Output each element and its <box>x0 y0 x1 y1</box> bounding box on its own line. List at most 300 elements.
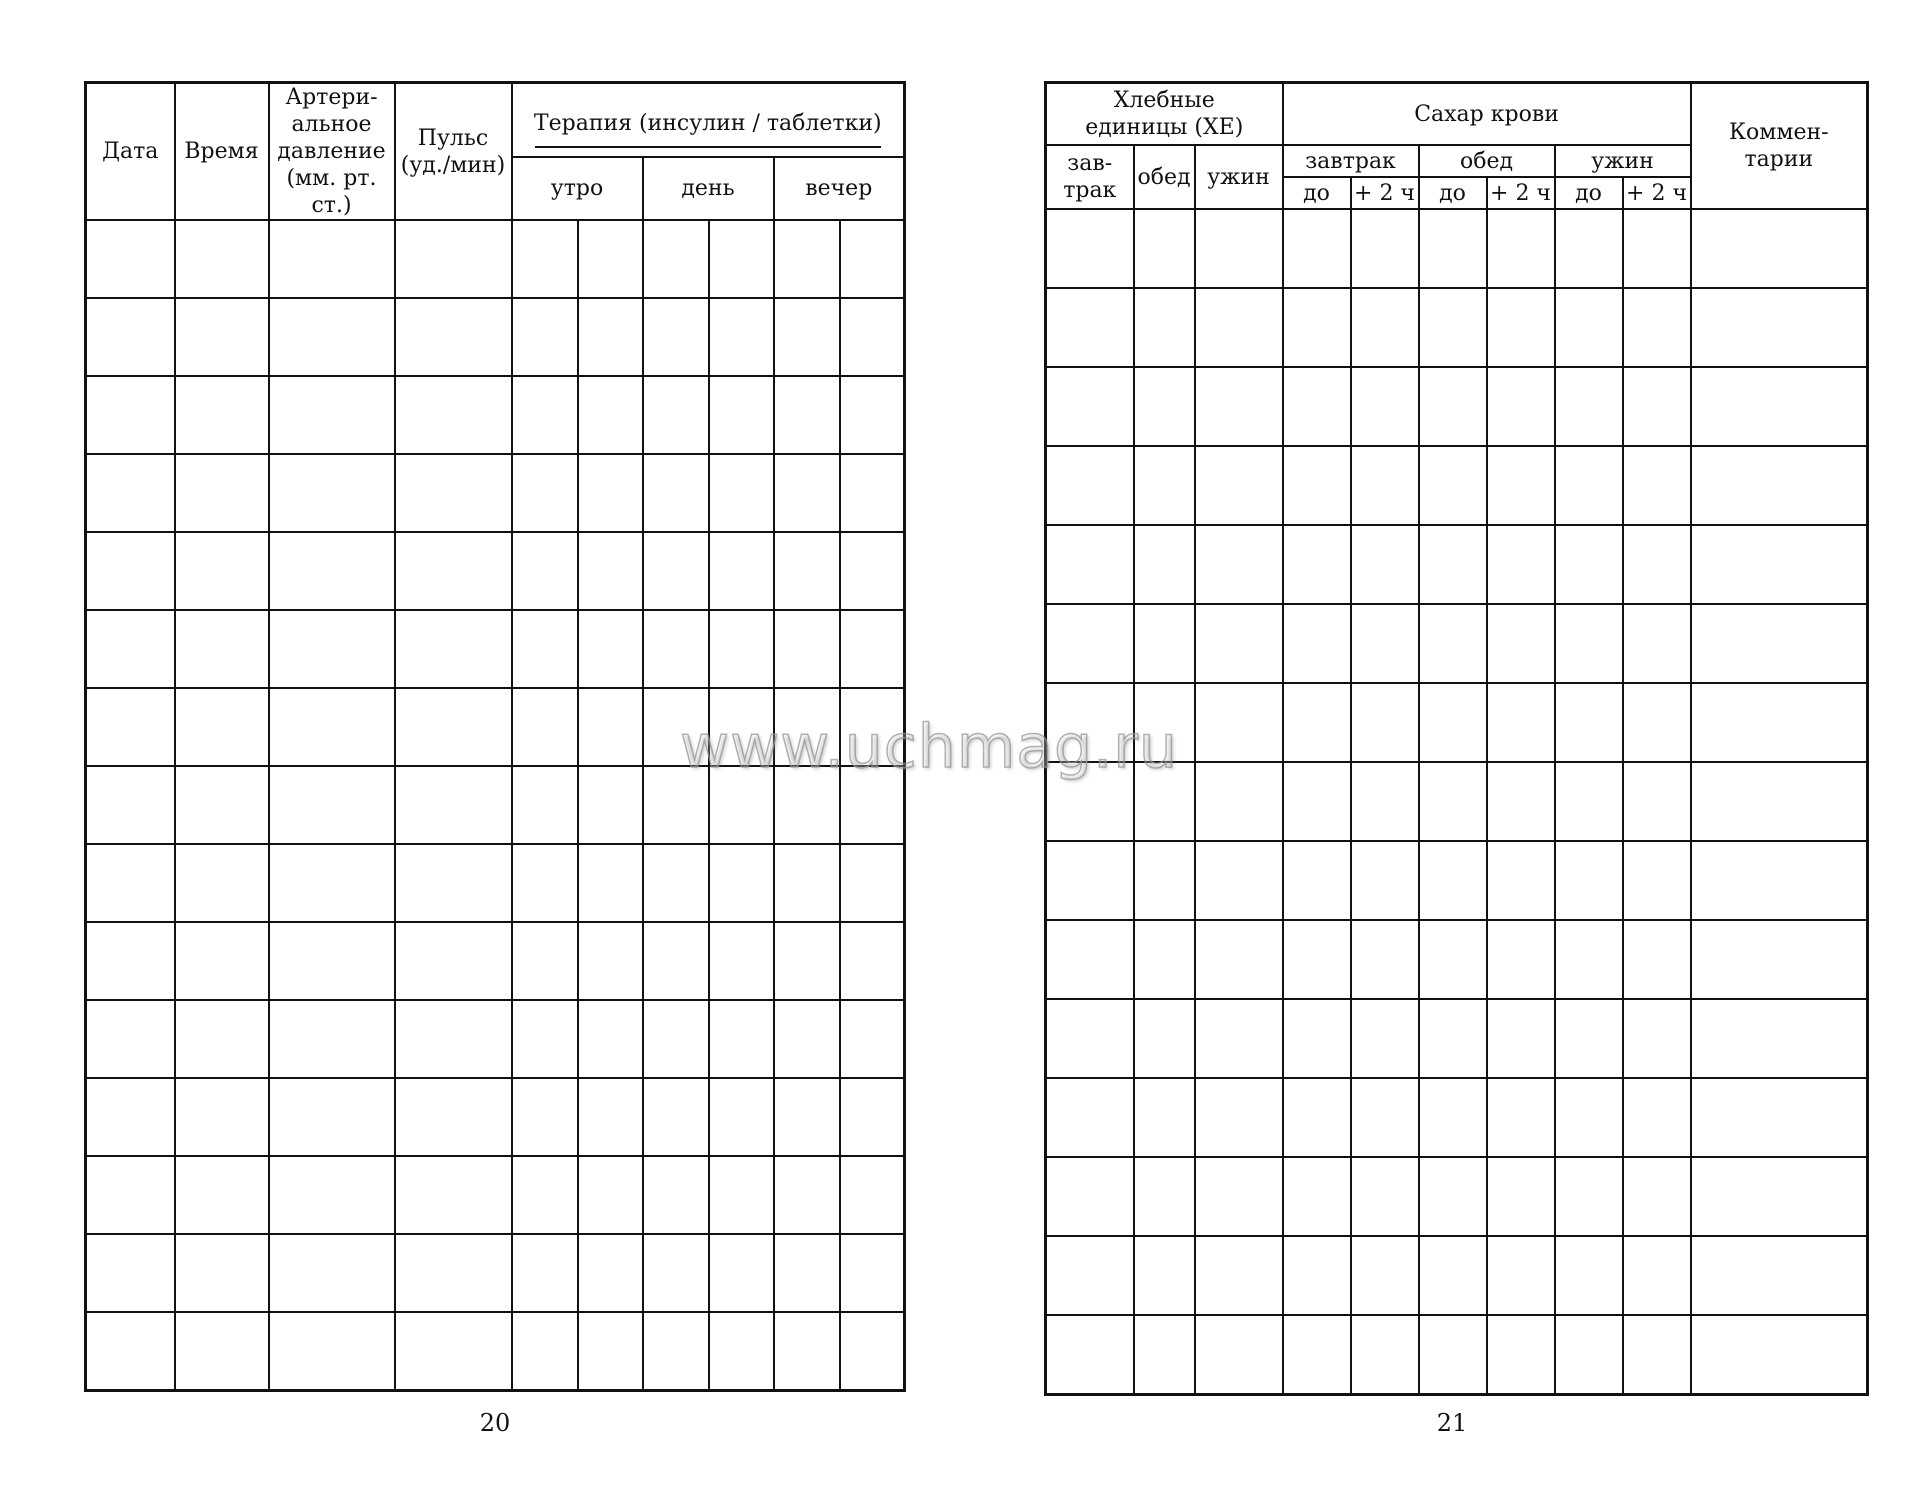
left-entry-cell[interactable] <box>86 1312 175 1391</box>
right-entry-cell[interactable] <box>1283 1315 1351 1395</box>
right-entry-cell[interactable] <box>1623 525 1691 604</box>
left-entry-cell[interactable] <box>395 688 512 766</box>
left-entry-cell[interactable] <box>86 454 175 532</box>
left-entry-cell[interactable] <box>512 376 578 454</box>
right-entry-cell[interactable] <box>1487 525 1555 604</box>
left-entry-cell[interactable] <box>578 532 643 610</box>
right-entry-cell[interactable] <box>1419 209 1487 288</box>
right-entry-cell[interactable] <box>1134 1078 1195 1157</box>
left-entry-cell[interactable] <box>643 1078 709 1156</box>
right-entry-cell[interactable] <box>1419 841 1487 920</box>
right-entry-cell[interactable] <box>1419 525 1487 604</box>
right-entry-cell[interactable] <box>1351 762 1419 841</box>
left-entry-cell[interactable] <box>512 1234 578 1312</box>
right-entry-cell[interactable] <box>1555 841 1623 920</box>
right-entry-cell[interactable] <box>1691 446 1868 525</box>
left-entry-cell[interactable] <box>643 298 709 376</box>
left-entry-cell[interactable] <box>774 532 840 610</box>
left-entry-cell[interactable] <box>86 922 175 1000</box>
right-entry-cell[interactable] <box>1283 604 1351 683</box>
right-entry-cell[interactable] <box>1487 920 1555 999</box>
right-entry-cell[interactable] <box>1134 209 1195 288</box>
right-entry-cell[interactable] <box>1555 1078 1623 1157</box>
left-entry-cell[interactable] <box>269 298 395 376</box>
right-entry-cell[interactable] <box>1195 1078 1283 1157</box>
left-entry-cell[interactable] <box>269 220 395 298</box>
left-entry-cell[interactable] <box>840 766 905 844</box>
right-entry-cell[interactable] <box>1555 446 1623 525</box>
left-entry-cell[interactable] <box>269 1078 395 1156</box>
left-entry-cell[interactable] <box>774 844 840 922</box>
left-entry-cell[interactable] <box>643 1312 709 1391</box>
left-entry-cell[interactable] <box>709 454 774 532</box>
right-entry-cell[interactable] <box>1283 683 1351 762</box>
left-entry-cell[interactable] <box>395 298 512 376</box>
left-entry-cell[interactable] <box>643 610 709 688</box>
right-entry-cell[interactable] <box>1283 209 1351 288</box>
left-entry-cell[interactable] <box>175 766 269 844</box>
left-entry-cell[interactable] <box>578 454 643 532</box>
left-entry-cell[interactable] <box>643 844 709 922</box>
left-entry-cell[interactable] <box>578 922 643 1000</box>
left-entry-cell[interactable] <box>578 610 643 688</box>
left-entry-cell[interactable] <box>643 220 709 298</box>
left-entry-cell[interactable] <box>840 922 905 1000</box>
right-entry-cell[interactable] <box>1691 762 1868 841</box>
left-entry-cell[interactable] <box>395 1312 512 1391</box>
left-entry-cell[interactable] <box>840 1234 905 1312</box>
left-entry-cell[interactable] <box>395 1234 512 1312</box>
right-entry-cell[interactable] <box>1623 367 1691 446</box>
left-entry-cell[interactable] <box>175 1156 269 1234</box>
left-entry-cell[interactable] <box>709 766 774 844</box>
right-entry-cell[interactable] <box>1195 1157 1283 1236</box>
right-entry-cell[interactable] <box>1195 367 1283 446</box>
left-entry-cell[interactable] <box>709 220 774 298</box>
right-entry-cell[interactable] <box>1351 920 1419 999</box>
right-entry-cell[interactable] <box>1046 920 1134 999</box>
right-entry-cell[interactable] <box>1487 999 1555 1078</box>
left-entry-cell[interactable] <box>395 454 512 532</box>
left-entry-cell[interactable] <box>578 1234 643 1312</box>
right-entry-cell[interactable] <box>1419 1315 1487 1395</box>
left-entry-cell[interactable] <box>840 1312 905 1391</box>
right-entry-cell[interactable] <box>1046 999 1134 1078</box>
right-entry-cell[interactable] <box>1134 446 1195 525</box>
right-entry-cell[interactable] <box>1623 920 1691 999</box>
right-entry-cell[interactable] <box>1691 1078 1868 1157</box>
left-entry-cell[interactable] <box>395 1078 512 1156</box>
right-entry-cell[interactable] <box>1623 1236 1691 1315</box>
right-entry-cell[interactable] <box>1283 762 1351 841</box>
right-entry-cell[interactable] <box>1046 604 1134 683</box>
right-entry-cell[interactable] <box>1623 446 1691 525</box>
left-entry-cell[interactable] <box>578 1156 643 1234</box>
left-entry-cell[interactable] <box>175 454 269 532</box>
left-entry-cell[interactable] <box>840 454 905 532</box>
left-entry-cell[interactable] <box>512 298 578 376</box>
left-entry-cell[interactable] <box>774 1078 840 1156</box>
left-entry-cell[interactable] <box>840 1000 905 1078</box>
left-entry-cell[interactable] <box>175 532 269 610</box>
right-entry-cell[interactable] <box>1046 1078 1134 1157</box>
left-entry-cell[interactable] <box>840 610 905 688</box>
right-entry-cell[interactable] <box>1195 841 1283 920</box>
right-entry-cell[interactable] <box>1046 209 1134 288</box>
right-entry-cell[interactable] <box>1555 288 1623 367</box>
right-entry-cell[interactable] <box>1419 604 1487 683</box>
right-entry-cell[interactable] <box>1555 1236 1623 1315</box>
left-entry-cell[interactable] <box>840 1156 905 1234</box>
left-entry-cell[interactable] <box>512 766 578 844</box>
right-entry-cell[interactable] <box>1134 288 1195 367</box>
left-entry-cell[interactable] <box>86 610 175 688</box>
right-entry-cell[interactable] <box>1691 604 1868 683</box>
right-entry-cell[interactable] <box>1351 999 1419 1078</box>
left-entry-cell[interactable] <box>578 1078 643 1156</box>
left-entry-cell[interactable] <box>774 1234 840 1312</box>
right-entry-cell[interactable] <box>1555 999 1623 1078</box>
right-entry-cell[interactable] <box>1487 604 1555 683</box>
right-entry-cell[interactable] <box>1555 604 1623 683</box>
left-entry-cell[interactable] <box>709 922 774 1000</box>
right-entry-cell[interactable] <box>1134 762 1195 841</box>
right-entry-cell[interactable] <box>1046 446 1134 525</box>
right-entry-cell[interactable] <box>1623 1157 1691 1236</box>
left-entry-cell[interactable] <box>175 1312 269 1391</box>
left-entry-cell[interactable] <box>643 532 709 610</box>
left-entry-cell[interactable] <box>774 1312 840 1391</box>
left-entry-cell[interactable] <box>774 220 840 298</box>
left-entry-cell[interactable] <box>86 1078 175 1156</box>
right-entry-cell[interactable] <box>1134 683 1195 762</box>
left-entry-cell[interactable] <box>578 766 643 844</box>
left-entry-cell[interactable] <box>643 688 709 766</box>
left-entry-cell[interactable] <box>709 376 774 454</box>
right-entry-cell[interactable] <box>1046 1236 1134 1315</box>
right-entry-cell[interactable] <box>1691 999 1868 1078</box>
left-entry-cell[interactable] <box>578 1000 643 1078</box>
left-entry-cell[interactable] <box>512 1000 578 1078</box>
left-entry-cell[interactable] <box>175 922 269 1000</box>
right-entry-cell[interactable] <box>1555 525 1623 604</box>
left-entry-cell[interactable] <box>175 1000 269 1078</box>
right-entry-cell[interactable] <box>1419 367 1487 446</box>
right-entry-cell[interactable] <box>1195 920 1283 999</box>
right-entry-cell[interactable] <box>1134 604 1195 683</box>
right-entry-cell[interactable] <box>1691 209 1868 288</box>
right-entry-cell[interactable] <box>1691 1157 1868 1236</box>
right-entry-cell[interactable] <box>1351 841 1419 920</box>
right-entry-cell[interactable] <box>1046 1157 1134 1236</box>
left-entry-cell[interactable] <box>269 1156 395 1234</box>
right-entry-cell[interactable] <box>1046 1315 1134 1395</box>
left-entry-cell[interactable] <box>643 1234 709 1312</box>
left-entry-cell[interactable] <box>86 532 175 610</box>
left-entry-cell[interactable] <box>840 688 905 766</box>
left-entry-cell[interactable] <box>643 1000 709 1078</box>
left-entry-cell[interactable] <box>269 1234 395 1312</box>
right-entry-cell[interactable] <box>1487 209 1555 288</box>
right-entry-cell[interactable] <box>1555 209 1623 288</box>
left-entry-cell[interactable] <box>512 610 578 688</box>
right-entry-cell[interactable] <box>1487 367 1555 446</box>
right-entry-cell[interactable] <box>1134 367 1195 446</box>
left-entry-cell[interactable] <box>175 298 269 376</box>
right-entry-cell[interactable] <box>1351 683 1419 762</box>
right-entry-cell[interactable] <box>1195 999 1283 1078</box>
right-entry-cell[interactable] <box>1555 1315 1623 1395</box>
left-entry-cell[interactable] <box>774 1156 840 1234</box>
left-entry-cell[interactable] <box>512 688 578 766</box>
right-entry-cell[interactable] <box>1195 683 1283 762</box>
left-entry-cell[interactable] <box>512 532 578 610</box>
right-entry-cell[interactable] <box>1046 367 1134 446</box>
left-entry-cell[interactable] <box>512 1156 578 1234</box>
left-entry-cell[interactable] <box>709 610 774 688</box>
right-entry-cell[interactable] <box>1487 288 1555 367</box>
right-entry-cell[interactable] <box>1691 841 1868 920</box>
left-entry-cell[interactable] <box>269 610 395 688</box>
right-entry-cell[interactable] <box>1691 525 1868 604</box>
left-entry-cell[interactable] <box>709 532 774 610</box>
right-entry-cell[interactable] <box>1351 1236 1419 1315</box>
right-entry-cell[interactable] <box>1487 762 1555 841</box>
left-entry-cell[interactable] <box>840 1078 905 1156</box>
left-entry-cell[interactable] <box>709 1312 774 1391</box>
right-entry-cell[interactable] <box>1283 1078 1351 1157</box>
right-entry-cell[interactable] <box>1623 1315 1691 1395</box>
left-entry-cell[interactable] <box>269 844 395 922</box>
left-entry-cell[interactable] <box>86 1000 175 1078</box>
left-entry-cell[interactable] <box>774 376 840 454</box>
right-entry-cell[interactable] <box>1691 683 1868 762</box>
left-entry-cell[interactable] <box>840 844 905 922</box>
right-entry-cell[interactable] <box>1283 446 1351 525</box>
right-entry-cell[interactable] <box>1623 209 1691 288</box>
right-entry-cell[interactable] <box>1046 525 1134 604</box>
right-entry-cell[interactable] <box>1195 604 1283 683</box>
right-entry-cell[interactable] <box>1134 920 1195 999</box>
left-entry-cell[interactable] <box>643 922 709 1000</box>
right-entry-cell[interactable] <box>1419 1157 1487 1236</box>
right-entry-cell[interactable] <box>1134 1157 1195 1236</box>
left-entry-cell[interactable] <box>774 766 840 844</box>
right-entry-cell[interactable] <box>1487 446 1555 525</box>
right-entry-cell[interactable] <box>1419 683 1487 762</box>
left-entry-cell[interactable] <box>269 688 395 766</box>
right-entry-cell[interactable] <box>1419 999 1487 1078</box>
left-entry-cell[interactable] <box>395 922 512 1000</box>
right-entry-cell[interactable] <box>1691 920 1868 999</box>
right-entry-cell[interactable] <box>1419 1236 1487 1315</box>
right-entry-cell[interactable] <box>1623 288 1691 367</box>
left-entry-cell[interactable] <box>269 454 395 532</box>
right-entry-cell[interactable] <box>1419 1078 1487 1157</box>
right-entry-cell[interactable] <box>1283 288 1351 367</box>
right-entry-cell[interactable] <box>1555 920 1623 999</box>
left-entry-cell[interactable] <box>578 220 643 298</box>
right-entry-cell[interactable] <box>1487 841 1555 920</box>
left-entry-cell[interactable] <box>86 844 175 922</box>
left-entry-cell[interactable] <box>578 1312 643 1391</box>
left-entry-cell[interactable] <box>395 766 512 844</box>
left-entry-cell[interactable] <box>709 298 774 376</box>
right-entry-cell[interactable] <box>1283 841 1351 920</box>
right-entry-cell[interactable] <box>1555 762 1623 841</box>
right-entry-cell[interactable] <box>1691 367 1868 446</box>
right-entry-cell[interactable] <box>1195 525 1283 604</box>
right-entry-cell[interactable] <box>1555 683 1623 762</box>
left-entry-cell[interactable] <box>86 766 175 844</box>
right-entry-cell[interactable] <box>1134 1236 1195 1315</box>
right-entry-cell[interactable] <box>1351 446 1419 525</box>
right-entry-cell[interactable] <box>1419 762 1487 841</box>
left-entry-cell[interactable] <box>269 766 395 844</box>
left-entry-cell[interactable] <box>175 1078 269 1156</box>
left-entry-cell[interactable] <box>774 610 840 688</box>
left-entry-cell[interactable] <box>578 844 643 922</box>
right-entry-cell[interactable] <box>1623 604 1691 683</box>
left-entry-cell[interactable] <box>512 844 578 922</box>
left-entry-cell[interactable] <box>86 1234 175 1312</box>
right-entry-cell[interactable] <box>1134 525 1195 604</box>
right-entry-cell[interactable] <box>1623 1078 1691 1157</box>
right-entry-cell[interactable] <box>1555 367 1623 446</box>
left-entry-cell[interactable] <box>774 1000 840 1078</box>
right-entry-cell[interactable] <box>1351 525 1419 604</box>
left-entry-cell[interactable] <box>709 1000 774 1078</box>
left-entry-cell[interactable] <box>774 688 840 766</box>
left-entry-cell[interactable] <box>512 922 578 1000</box>
left-entry-cell[interactable] <box>774 454 840 532</box>
left-entry-cell[interactable] <box>175 376 269 454</box>
left-entry-cell[interactable] <box>395 844 512 922</box>
right-entry-cell[interactable] <box>1283 367 1351 446</box>
right-entry-cell[interactable] <box>1351 209 1419 288</box>
right-entry-cell[interactable] <box>1351 604 1419 683</box>
left-entry-cell[interactable] <box>175 1234 269 1312</box>
right-entry-cell[interactable] <box>1283 920 1351 999</box>
left-entry-cell[interactable] <box>840 376 905 454</box>
right-entry-cell[interactable] <box>1195 209 1283 288</box>
right-entry-cell[interactable] <box>1195 1315 1283 1395</box>
left-entry-cell[interactable] <box>86 1156 175 1234</box>
left-entry-cell[interactable] <box>395 220 512 298</box>
left-entry-cell[interactable] <box>395 532 512 610</box>
left-entry-cell[interactable] <box>175 844 269 922</box>
right-entry-cell[interactable] <box>1283 1157 1351 1236</box>
left-entry-cell[interactable] <box>395 376 512 454</box>
right-entry-cell[interactable] <box>1046 683 1134 762</box>
right-entry-cell[interactable] <box>1555 1157 1623 1236</box>
left-entry-cell[interactable] <box>840 298 905 376</box>
left-entry-cell[interactable] <box>643 1156 709 1234</box>
left-entry-cell[interactable] <box>774 922 840 1000</box>
left-entry-cell[interactable] <box>175 688 269 766</box>
right-entry-cell[interactable] <box>1487 1078 1555 1157</box>
left-entry-cell[interactable] <box>86 220 175 298</box>
left-entry-cell[interactable] <box>175 220 269 298</box>
right-entry-cell[interactable] <box>1046 288 1134 367</box>
right-entry-cell[interactable] <box>1134 1315 1195 1395</box>
left-entry-cell[interactable] <box>709 1234 774 1312</box>
right-entry-cell[interactable] <box>1046 841 1134 920</box>
right-entry-cell[interactable] <box>1283 525 1351 604</box>
right-entry-cell[interactable] <box>1195 1236 1283 1315</box>
left-entry-cell[interactable] <box>512 220 578 298</box>
left-entry-cell[interactable] <box>269 532 395 610</box>
left-entry-cell[interactable] <box>709 1156 774 1234</box>
right-entry-cell[interactable] <box>1195 446 1283 525</box>
left-entry-cell[interactable] <box>269 922 395 1000</box>
left-entry-cell[interactable] <box>840 220 905 298</box>
left-entry-cell[interactable] <box>269 1000 395 1078</box>
left-entry-cell[interactable] <box>578 688 643 766</box>
left-entry-cell[interactable] <box>395 610 512 688</box>
left-entry-cell[interactable] <box>269 1312 395 1391</box>
right-entry-cell[interactable] <box>1691 288 1868 367</box>
right-entry-cell[interactable] <box>1046 762 1134 841</box>
right-entry-cell[interactable] <box>1134 999 1195 1078</box>
right-entry-cell[interactable] <box>1623 683 1691 762</box>
right-entry-cell[interactable] <box>1419 920 1487 999</box>
left-entry-cell[interactable] <box>269 376 395 454</box>
left-entry-cell[interactable] <box>86 376 175 454</box>
right-entry-cell[interactable] <box>1195 762 1283 841</box>
right-entry-cell[interactable] <box>1623 762 1691 841</box>
left-entry-cell[interactable] <box>86 298 175 376</box>
right-entry-cell[interactable] <box>1351 1315 1419 1395</box>
right-entry-cell[interactable] <box>1419 288 1487 367</box>
right-entry-cell[interactable] <box>1691 1315 1868 1395</box>
left-entry-cell[interactable] <box>578 376 643 454</box>
left-entry-cell[interactable] <box>512 454 578 532</box>
right-entry-cell[interactable] <box>1351 1078 1419 1157</box>
left-entry-cell[interactable] <box>709 844 774 922</box>
left-entry-cell[interactable] <box>512 1312 578 1391</box>
right-entry-cell[interactable] <box>1134 841 1195 920</box>
left-entry-cell[interactable] <box>395 1000 512 1078</box>
right-entry-cell[interactable] <box>1195 288 1283 367</box>
right-entry-cell[interactable] <box>1487 1236 1555 1315</box>
left-entry-cell[interactable] <box>512 1078 578 1156</box>
right-entry-cell[interactable] <box>1487 1315 1555 1395</box>
left-entry-cell[interactable] <box>709 1078 774 1156</box>
right-entry-cell[interactable] <box>1623 999 1691 1078</box>
right-entry-cell[interactable] <box>1487 683 1555 762</box>
left-entry-cell[interactable] <box>86 688 175 766</box>
right-entry-cell[interactable] <box>1283 1236 1351 1315</box>
right-entry-cell[interactable] <box>1351 1157 1419 1236</box>
left-entry-cell[interactable] <box>709 688 774 766</box>
right-entry-cell[interactable] <box>1691 1236 1868 1315</box>
left-entry-cell[interactable] <box>840 532 905 610</box>
right-entry-cell[interactable] <box>1283 999 1351 1078</box>
left-entry-cell[interactable] <box>643 766 709 844</box>
left-entry-cell[interactable] <box>643 454 709 532</box>
right-entry-cell[interactable] <box>1351 288 1419 367</box>
left-entry-cell[interactable] <box>395 1156 512 1234</box>
right-entry-cell[interactable] <box>1351 367 1419 446</box>
left-entry-cell[interactable] <box>774 298 840 376</box>
right-entry-cell[interactable] <box>1419 446 1487 525</box>
left-entry-cell[interactable] <box>175 610 269 688</box>
left-entry-cell[interactable] <box>643 376 709 454</box>
right-entry-cell[interactable] <box>1487 1157 1555 1236</box>
right-entry-cell[interactable] <box>1623 841 1691 920</box>
left-entry-cell[interactable] <box>578 298 643 376</box>
